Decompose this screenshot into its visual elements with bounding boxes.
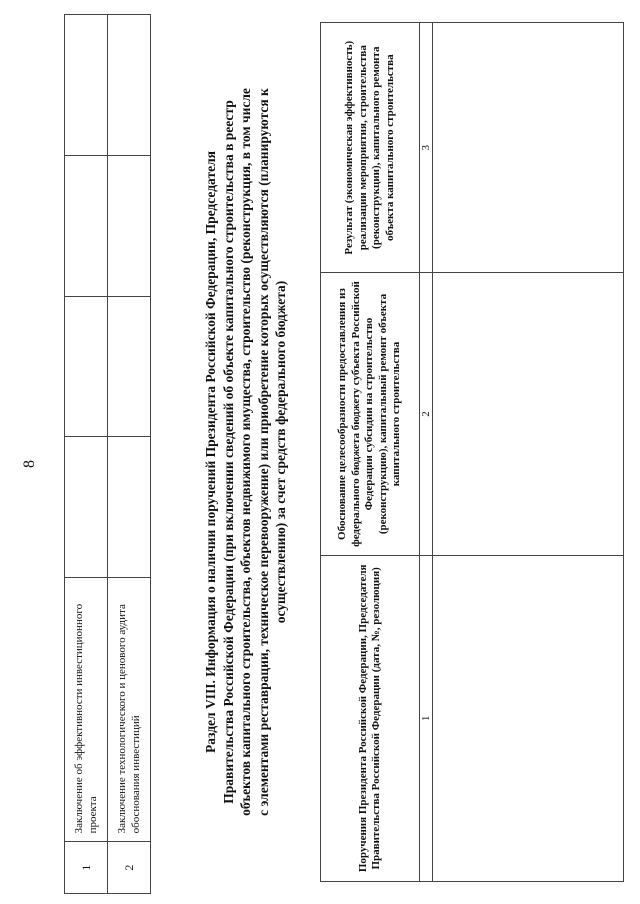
empty-cell bbox=[65, 296, 108, 437]
numbering-row bbox=[420, 23, 433, 882]
table-row bbox=[108, 15, 151, 894]
table-row bbox=[433, 23, 624, 882]
column-number: 1 bbox=[420, 555, 433, 881]
row-label: Заключение технологического и ценового аудита обоснования инвестиций bbox=[108, 578, 151, 842]
empty-cell bbox=[108, 15, 151, 156]
empty-cell bbox=[65, 15, 108, 156]
column-header: Обоснование целесообразности предоставления из федерального бюджета бюджету субъекта Российской Федерации субсидии на строительство (реконструкцию), капитальный ремонт объекта капитального строительства bbox=[321, 273, 420, 555]
instructions-table bbox=[320, 22, 624, 882]
empty-cell bbox=[108, 296, 151, 437]
empty-cell bbox=[433, 555, 624, 881]
empty-cell bbox=[433, 273, 624, 555]
column-header: Поручения Президента Российской Федерации, Председателя Правительства Российской Федерации (дата, №, резолюция) bbox=[321, 555, 420, 881]
heading-line: Правительства Российской Федерации (при включении сведений об объекте капитального строительства в реестр bbox=[220, 100, 236, 804]
heading-line: объектов капитального строительства, объектов недвижимого имущества, строительство (реконструкция, в том числе bbox=[238, 88, 253, 816]
header-row bbox=[321, 23, 420, 882]
section-heading bbox=[202, 52, 290, 852]
empty-cell bbox=[433, 23, 624, 273]
column-header: Результат (экономическая эффективность) реализации мероприятия, строительства (реконструкции), капитального ремонта объекта капитального строительства bbox=[321, 23, 420, 273]
empty-cell bbox=[65, 437, 108, 578]
empty-cell bbox=[65, 155, 108, 296]
heading-line: осуществлению) за счет средств федерального бюджета) bbox=[273, 280, 288, 624]
row-label: Заключение об эффективности инвестиционного проекта bbox=[65, 578, 108, 842]
row-number: 2 bbox=[108, 842, 151, 894]
table-row bbox=[65, 15, 108, 894]
row-number: 1 bbox=[65, 842, 108, 894]
column-number: 3 bbox=[420, 23, 433, 273]
empty-cell bbox=[108, 155, 151, 296]
empty-cell bbox=[108, 437, 151, 578]
conclusions-table bbox=[64, 14, 151, 894]
heading-line: с элементами реставрации, техническое перевооружение) или приобретение которых осуществляются (планируются к bbox=[255, 88, 271, 816]
heading-line: Раздел VIII. Информация о наличии поручений Президента Российской Федерации, Председателя bbox=[203, 151, 218, 753]
column-number: 2 bbox=[420, 273, 433, 555]
page-number: 8 bbox=[21, 460, 38, 468]
